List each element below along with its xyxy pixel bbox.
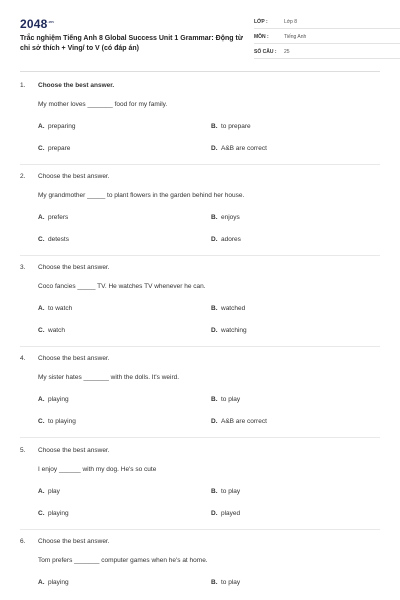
option-b[interactable] [211, 123, 251, 130]
question-sentence: My grandmother _____ to plant flowers in the garden behind her house. [38, 192, 245, 199]
option-b[interactable] [211, 396, 240, 403]
option-text: A&B are correct [221, 418, 267, 425]
option-letter: D. [211, 510, 218, 517]
option-text: to playing [48, 418, 76, 425]
question-prompt: Choose the best answer. [38, 82, 115, 89]
question-number: 5. [20, 447, 26, 454]
question-sentence: My sister hates _______ with the dolls. It's weird. [38, 374, 180, 381]
meta-row-count [254, 44, 400, 59]
quiz-meta [254, 14, 400, 59]
option-letter: C. [38, 236, 45, 243]
option-text: play [48, 488, 60, 495]
option-b[interactable] [211, 488, 240, 495]
option-text: to watch [48, 305, 73, 312]
option-a[interactable] [38, 396, 69, 403]
question-prompt: Choose the best answer. [38, 447, 110, 454]
question-prompt: Choose the best answer. [38, 355, 110, 362]
question-number: 4. [20, 355, 26, 362]
option-text: adores [221, 236, 241, 243]
question-sentence: Tom prefers _______ computer games when he's at home. [38, 557, 208, 564]
meta-value: 25 [284, 49, 290, 55]
question-number: 3. [20, 264, 26, 271]
question-5 [20, 447, 380, 527]
meta-label: MÔN : [254, 34, 269, 40]
logo-text: 2048 [20, 17, 48, 31]
option-letter: A. [38, 214, 45, 221]
option-letter: B. [211, 214, 218, 221]
option-text: watched [221, 305, 246, 312]
meta-value: Lớp 8 [284, 19, 298, 25]
meta-label: SỐ CÂU : [254, 49, 277, 55]
option-letter: C. [38, 327, 45, 334]
site-logo[interactable] [20, 17, 54, 31]
option-c[interactable] [38, 327, 65, 334]
question-prompt: Choose the best answer. [38, 173, 110, 180]
option-letter: B. [211, 396, 218, 403]
option-letter: A. [38, 305, 45, 312]
option-letter: D. [211, 418, 218, 425]
option-letter: A. [38, 123, 45, 130]
option-d[interactable] [211, 145, 267, 152]
option-b[interactable] [211, 579, 240, 586]
meta-label: LỚP : [254, 19, 268, 25]
option-letter: A. [38, 579, 45, 586]
question-number: 1. [20, 82, 26, 89]
question-number: 2. [20, 173, 26, 180]
option-text: watch [48, 327, 65, 334]
option-letter: A. [38, 488, 45, 495]
option-letter: B. [211, 123, 218, 130]
option-letter: D. [211, 236, 218, 243]
option-text: A&B are correct [221, 145, 267, 152]
option-letter: C. [38, 145, 45, 152]
option-c[interactable] [38, 418, 76, 425]
option-c[interactable] [38, 236, 69, 243]
option-text: watching [221, 327, 247, 334]
option-a[interactable] [38, 579, 69, 586]
question-1 [20, 82, 380, 162]
question-divider [20, 346, 380, 347]
question-prompt: Choose the best answer. [38, 538, 110, 545]
option-text: enjoys [221, 214, 240, 221]
option-c[interactable] [38, 145, 70, 152]
option-text: preparing [48, 123, 76, 130]
meta-value: Tiếng Anh [284, 34, 307, 40]
option-text: to play [221, 488, 241, 495]
question-2 [20, 173, 380, 253]
question-divider [20, 437, 380, 438]
option-letter: B. [211, 579, 218, 586]
option-text: to prepare [221, 123, 251, 130]
option-a[interactable] [38, 123, 75, 130]
option-c[interactable] [38, 510, 69, 517]
option-text: played [221, 510, 241, 517]
option-d[interactable] [211, 510, 240, 517]
option-letter: B. [211, 488, 218, 495]
option-letter: A. [38, 396, 45, 403]
question-sentence: I enjoy ______ with my dog. He's so cute [38, 466, 157, 473]
option-letter: D. [211, 145, 218, 152]
option-text: to play [221, 396, 241, 403]
question-6 [20, 538, 380, 596]
meta-row-subject [254, 29, 400, 44]
question-divider [20, 164, 380, 165]
page-header [20, 0, 380, 72]
option-text: to play [221, 579, 241, 586]
option-text: prefers [48, 214, 69, 221]
option-a[interactable] [38, 214, 68, 221]
question-4 [20, 355, 380, 435]
option-b[interactable] [211, 305, 245, 312]
question-sentence: Coco fancies _____ TV. He watches TV whenever he can. [38, 283, 206, 290]
option-text: detests [48, 236, 69, 243]
option-d[interactable] [211, 327, 247, 334]
option-b[interactable] [211, 214, 240, 221]
option-d[interactable] [211, 236, 241, 243]
option-a[interactable] [38, 305, 72, 312]
page-title: Trắc nghiệm Tiếng Anh 8 Global Success Unit 1 Grammar: Động từ chỉ sở thích + Ving/ to V (có đáp án) [20, 35, 243, 52]
question-sentence: My mother loves _______ food for my family. [38, 101, 168, 108]
meta-row-grade [254, 14, 400, 29]
option-text: prepare [48, 145, 71, 152]
question-prompt: Choose the best answer. [38, 264, 110, 271]
option-letter: C. [38, 418, 45, 425]
option-text: playing [48, 579, 69, 586]
option-d[interactable] [211, 418, 267, 425]
question-3 [20, 264, 380, 344]
option-a[interactable] [38, 488, 60, 495]
option-letter: C. [38, 510, 45, 517]
question-divider [20, 529, 380, 530]
option-letter: B. [211, 305, 218, 312]
logo-suffix: .vn [47, 19, 54, 24]
option-letter: D. [211, 327, 218, 334]
question-number: 6. [20, 538, 26, 545]
option-text: playing [48, 510, 69, 517]
question-divider [20, 255, 380, 256]
option-text: playing [48, 396, 69, 403]
